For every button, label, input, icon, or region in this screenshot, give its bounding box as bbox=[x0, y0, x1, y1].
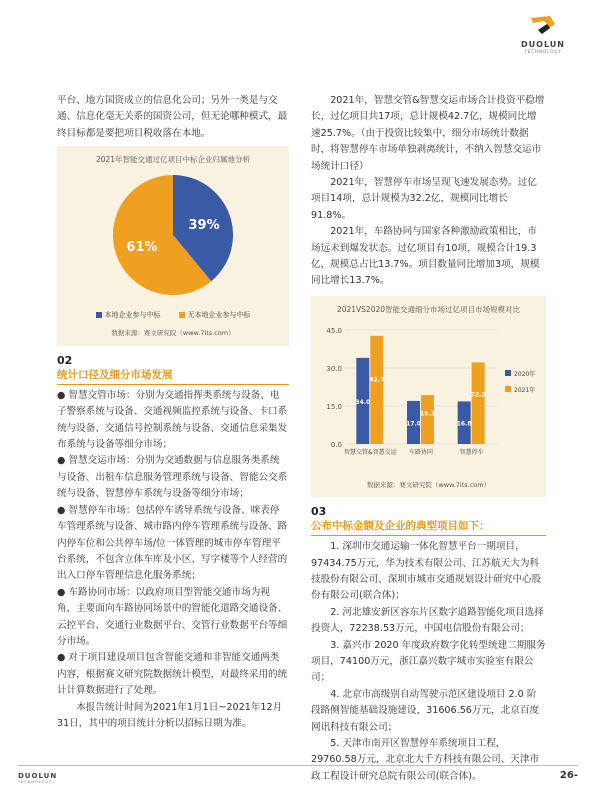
project-item-3: 3. 嘉兴市 2020 年度政府数字化转型统建二期服务项目，74100万元，浙江嘉兴数字城市实验室有限公司； bbox=[311, 639, 546, 684]
pie-chart-box bbox=[57, 146, 289, 346]
pie-legend bbox=[63, 307, 283, 323]
section-number-02: 02 bbox=[57, 353, 73, 367]
bullet-smart-parking: ● 智慧停车市场：包括停车诱导系统与设备、咪表停车管理系统与设备、城市路内停车管理系统与设备、路内停车位和公共停车场/位一体管理的城市停车管理平台系统，不包含立体车库及小区、写字楼等个人经营的出入口停车管理信息化服务系统； bbox=[57, 504, 288, 582]
bar-label-2-0: 16.8 bbox=[456, 421, 472, 429]
bar-1-1 bbox=[421, 395, 434, 444]
bar-category-1: 车路协同 bbox=[408, 449, 434, 457]
bar-chart-box bbox=[311, 296, 546, 497]
pie-legend-item-local bbox=[96, 307, 161, 323]
left-column bbox=[57, 93, 289, 732]
project-item-5: 5. 天津市南开区智慧停车系统项目工程，29760.58万元，北京北大千方科技有限公司、天津市政工程设计研究总院有限公司(联合体)。 bbox=[311, 737, 540, 782]
header-brand-sub: TECHNOLOGY bbox=[524, 49, 562, 54]
right-para-1: 2021年，智慧交管&智慧交运市场合计投资平稳增长，过亿项目共17项，总计规模42.7亿，规模同比增速25.7%。（由于投资比较集中，细分市场统计数据时，将智慧停车市场单独剥离统计，不纳入智慧交运市场统计口径） bbox=[311, 95, 545, 172]
bar-2-1 bbox=[472, 363, 485, 445]
bar-ytick-0: 0.0 bbox=[330, 441, 342, 450]
bar-category-0: 智慧交管&智慧交运 bbox=[343, 449, 397, 457]
right-para-3: 2021年，车路协同与国家各种激励政策相比，市场远未到爆发状态。过亿项目有10项，规模合计19.3亿，规模总占比13.7%。项目数量同比增加3项，规模同比增长13.7%。 bbox=[311, 226, 540, 287]
bullet-traffic-management: ● 智慧交管市场：分别为交通指挥类系统与设备、电子警察系统与设备、交通视频监控系统与设备、卡口系统与设备、交通信号控制系统与设备、交通信息采集发布系统与设备等细分市场； bbox=[57, 389, 288, 451]
left-closing: 本报告统计时间为2021年1月1日~2021年12月31日，其中的项目统计分析以招标日期为准。 bbox=[57, 701, 283, 729]
bar-legend-swatch-0 bbox=[505, 370, 511, 376]
project-item-4: 4. 北京市高级别自动驾驶示范区建设项目 2.0 阶段路侧智能基础设施建设，31606.56万元，北京百度网讯科技有限公司； bbox=[311, 688, 540, 733]
project-item-2: 2. 河北雄安新区容东片区数字道路智能化项目选择投资人，72238.53万元，中国电信股份有限公司； bbox=[311, 606, 544, 635]
bullet-transport-operation: ● 智慧交运市场：分别为交通数据与信息服务类系统与设备、出租车信息服务管理系统与设备、智能公交系统与设备、智慧停车系统与设备等细分市场； bbox=[57, 455, 288, 500]
bar-label-2-1: 32.2 bbox=[470, 391, 486, 399]
section-title-03: 公布中标金额及企业的典型项目如下： bbox=[311, 519, 546, 536]
bullet-vehicle-road: ● 车路协同市场：以政府项目型智能交通市场为视角，主要面向车路协同场景中的智能化道路交通设备、云控平台、交通行业数据平台、交管行业数据平台等细分市场。 bbox=[57, 586, 288, 647]
bar-label-0-0: 34.0 bbox=[355, 399, 371, 407]
bar-legend-swatch-1 bbox=[505, 386, 511, 392]
page-number: 26- bbox=[559, 770, 578, 781]
header-logo bbox=[508, 14, 578, 54]
bar-chart bbox=[317, 320, 540, 468]
pie-chart bbox=[63, 171, 283, 299]
pie-chart-source: 数据来源：赛文研究院（www.7its.com） bbox=[111, 329, 235, 338]
right-para-2: 2021年，智慧停车市场呈现飞速发展态势。过亿项目14项，总计规模为32.2亿，规模同比增长91.8%。 bbox=[311, 177, 537, 221]
footer-brand: DUOLUN bbox=[18, 772, 58, 780]
pie-legend-item-nonlocal bbox=[179, 307, 251, 323]
brand-mark-icon bbox=[528, 14, 558, 36]
footer-logo bbox=[18, 772, 57, 784]
right-column bbox=[311, 93, 546, 785]
header-brand: DUOLUN bbox=[521, 40, 565, 49]
bar-label-0-1: 42.7 bbox=[369, 376, 385, 384]
pie-legend-label-local: 本地企业参与中标 bbox=[104, 311, 161, 320]
page-footer bbox=[18, 765, 578, 786]
project-item-1: 1. 深圳市交通运输一体化智慧平台一期项目，97434.75万元，华为技术有限公司、江苏航天大为科技股份有限公司、深圳市城市交通规划设计研究中心股份有限公司(联合体)； bbox=[311, 541, 542, 602]
bar-category-2: 智慧停车 bbox=[459, 449, 484, 457]
bar-ytick-2: 30.0 bbox=[326, 365, 342, 374]
footer-brand-sub: TECHNOLOGY bbox=[18, 780, 53, 784]
pie-chart-title: 2021年智能交通过亿项目中标企业归属地分析 bbox=[95, 155, 251, 165]
section-number-03: 03 bbox=[311, 505, 327, 519]
bullet-data-processing: ● 对于项目建设项目包含智能交通和非智能交通两类内容，根据赛文研究院数据统计模型，对最终采用的统计计算数据进行了处理。 bbox=[57, 652, 288, 697]
bar-label-1-1: 19.3 bbox=[420, 410, 435, 418]
section-title-02: 统计口径及细分市场发展 bbox=[57, 368, 289, 385]
bar-legend-label-1: 2021年 bbox=[514, 387, 536, 395]
left-intro: 平台、地方国资成立的信息化公司；另外一类是与交通、信息化毫无关系的国资公司，但无论哪种模式，最终目标都是要把项目税收落在本地。 bbox=[57, 95, 288, 139]
bar-label-1-0: 17.0 bbox=[406, 420, 421, 428]
bar-legend-label-0: 2020年 bbox=[514, 371, 536, 379]
pie-slice-label-1: 61% bbox=[126, 239, 158, 255]
pie-slice-label-0: 39% bbox=[188, 217, 220, 233]
pie-legend-label-nonlocal: 无本地企业参与中标 bbox=[187, 311, 251, 320]
bar-ytick-3: 45.0 bbox=[326, 327, 342, 336]
bar-chart-source: 数据来源：赛文研究院（www.7its.com） bbox=[366, 480, 491, 489]
bar-0-1 bbox=[370, 336, 383, 444]
bar-ytick-1: 15.0 bbox=[326, 403, 342, 412]
bar-chart-title: 2021VS2020智能交通细分市场过亿项目市场规模对比 bbox=[336, 304, 521, 314]
